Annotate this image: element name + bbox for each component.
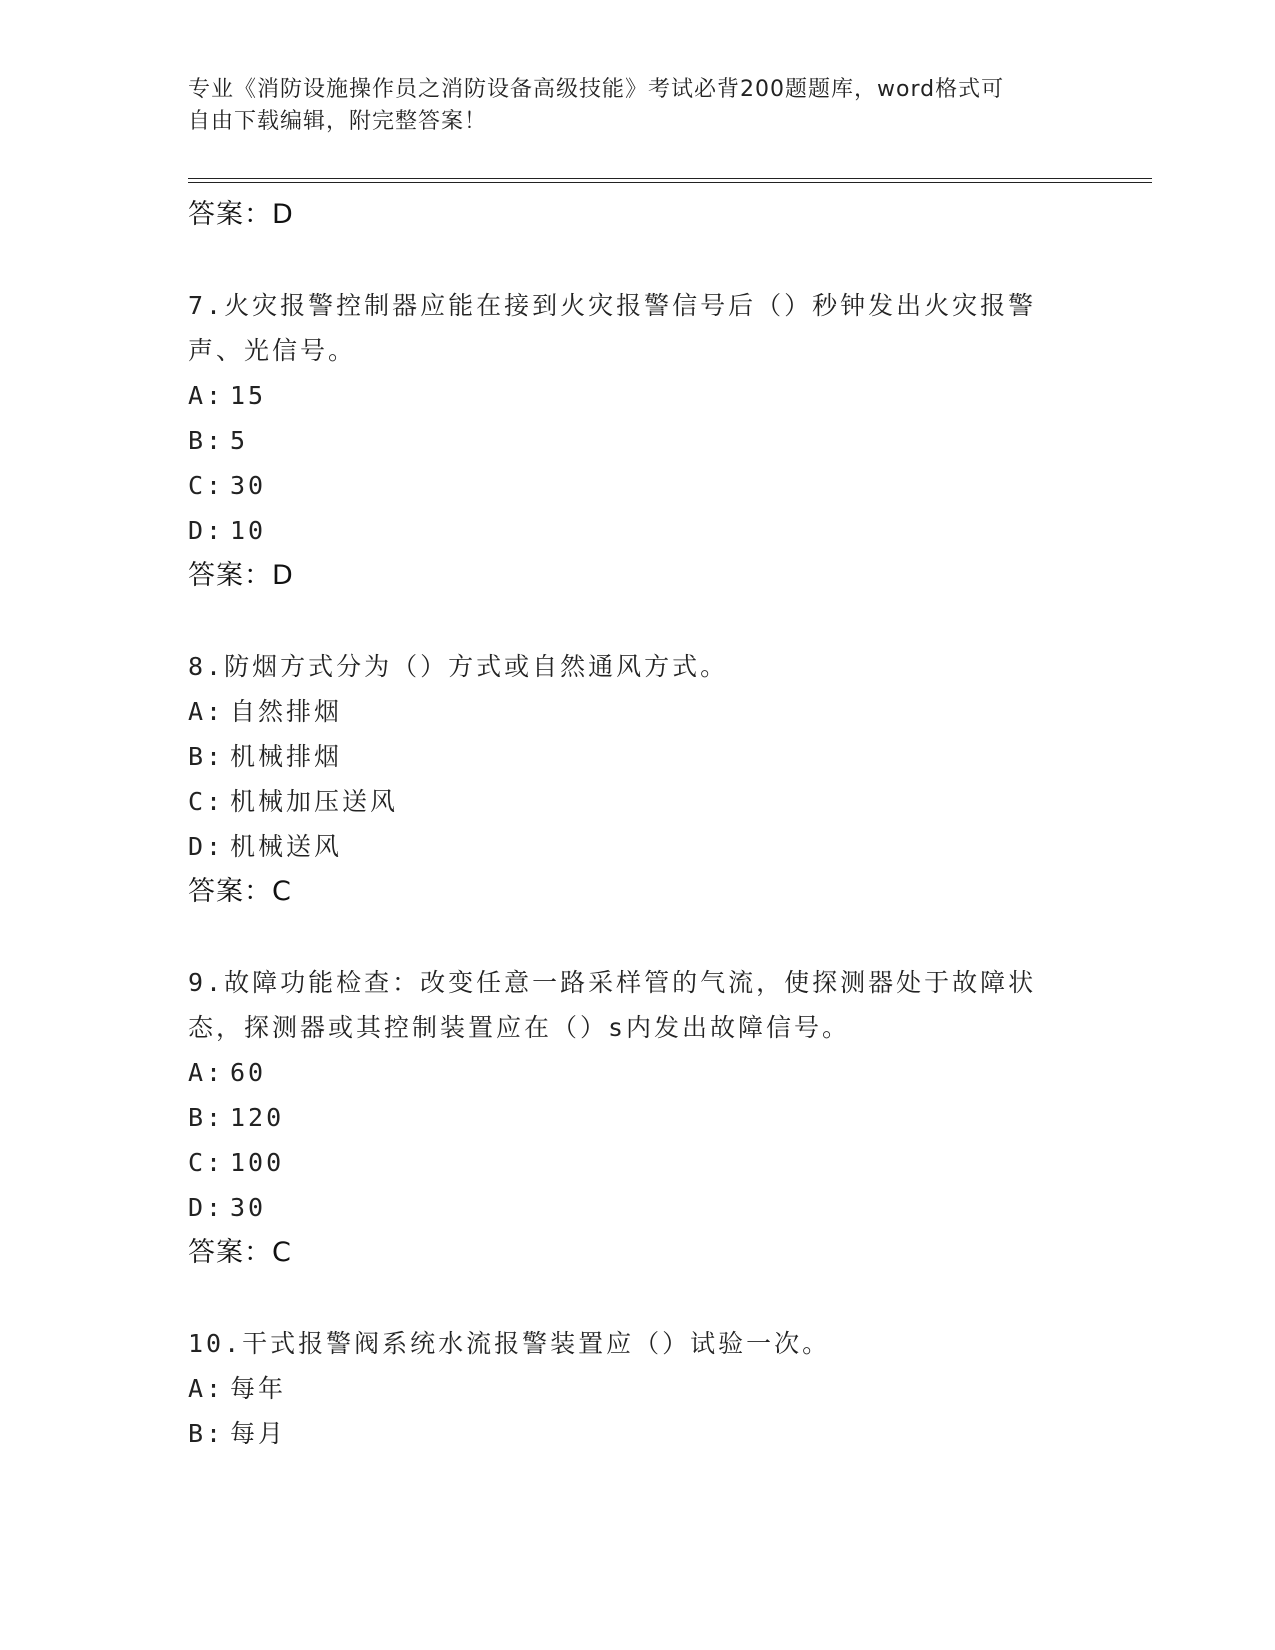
header-line-1: 专业《消防设施操作员之消防设备高级技能》考试必背200题题库，word格式可	[188, 77, 1005, 102]
option-label: A:	[188, 381, 225, 410]
option-d	[188, 1185, 1088, 1230]
option-text: 机械送风	[230, 832, 343, 861]
option-label: D:	[188, 1193, 225, 1222]
option-text: 机械排烟	[230, 742, 343, 771]
answer: 答案：C	[188, 876, 292, 907]
question-text-cont: 态，探测器或其控制装置应在（）s内发出故障信号。	[188, 1013, 851, 1042]
option-text: 60	[230, 1058, 267, 1087]
option-label: C:	[188, 1148, 225, 1177]
question-text: 7.火灾报警控制器应能在接到火灾报警信号后（）秒钟发出火灾报警	[188, 291, 1037, 320]
option-a	[188, 1366, 1088, 1411]
option-c	[188, 1140, 1088, 1185]
option-text: 5	[230, 426, 249, 455]
option-text: 30	[230, 1193, 267, 1222]
option-label: D:	[188, 516, 225, 545]
option-label: C:	[188, 787, 225, 816]
option-text: 120	[230, 1103, 285, 1132]
question-text: 9.故障功能检查：改变任意一路采样管的气流，使探测器处于故障状	[188, 968, 1037, 997]
option-label: A:	[188, 1058, 225, 1087]
option-label: A:	[188, 697, 225, 726]
option-label: D:	[188, 832, 225, 861]
option-text: 30	[230, 471, 267, 500]
option-text: 机械加压送风	[230, 787, 399, 816]
header-divider-top	[188, 178, 1152, 179]
option-label: B:	[188, 1419, 225, 1448]
option-text: 15	[230, 381, 267, 410]
option-label: B:	[188, 742, 225, 771]
option-label: A:	[188, 1374, 225, 1403]
option-a	[188, 1050, 1088, 1095]
option-d	[188, 508, 1088, 553]
option-b	[188, 418, 1088, 463]
option-b	[188, 734, 1088, 779]
option-text: 每月	[230, 1419, 287, 1448]
answer: 答案：D	[188, 560, 294, 591]
question-text: 10.干式报警阀系统水流报警装置应（）试验一次。	[188, 1329, 831, 1358]
option-text: 10	[230, 516, 267, 545]
answer: 答案：C	[188, 1237, 292, 1268]
option-a	[188, 373, 1088, 418]
previous-answer: 答案：D	[188, 199, 294, 230]
option-text: 自然排烟	[230, 697, 343, 726]
header-line-2: 自由下载编辑，附完整答案！	[188, 109, 488, 134]
option-text: 100	[230, 1148, 285, 1177]
option-label: C:	[188, 471, 225, 500]
option-label: B:	[188, 426, 225, 455]
question-text-cont: 声、光信号。	[188, 336, 357, 365]
question-9	[188, 960, 1088, 1275]
option-b	[188, 1411, 1088, 1456]
question-text: 8.防烟方式分为（）方式或自然通风方式。	[188, 652, 729, 681]
option-text: 每年	[230, 1374, 287, 1403]
question-10	[188, 1321, 1088, 1456]
option-d	[188, 824, 1088, 869]
option-b	[188, 1095, 1088, 1140]
option-c	[188, 463, 1088, 508]
header-divider-bottom	[188, 182, 1152, 183]
question-7	[188, 283, 1088, 598]
option-label: B:	[188, 1103, 225, 1132]
option-a	[188, 689, 1088, 734]
option-c	[188, 779, 1088, 824]
question-8	[188, 644, 1088, 914]
document-header	[188, 74, 1068, 138]
question-list	[188, 192, 1088, 1456]
